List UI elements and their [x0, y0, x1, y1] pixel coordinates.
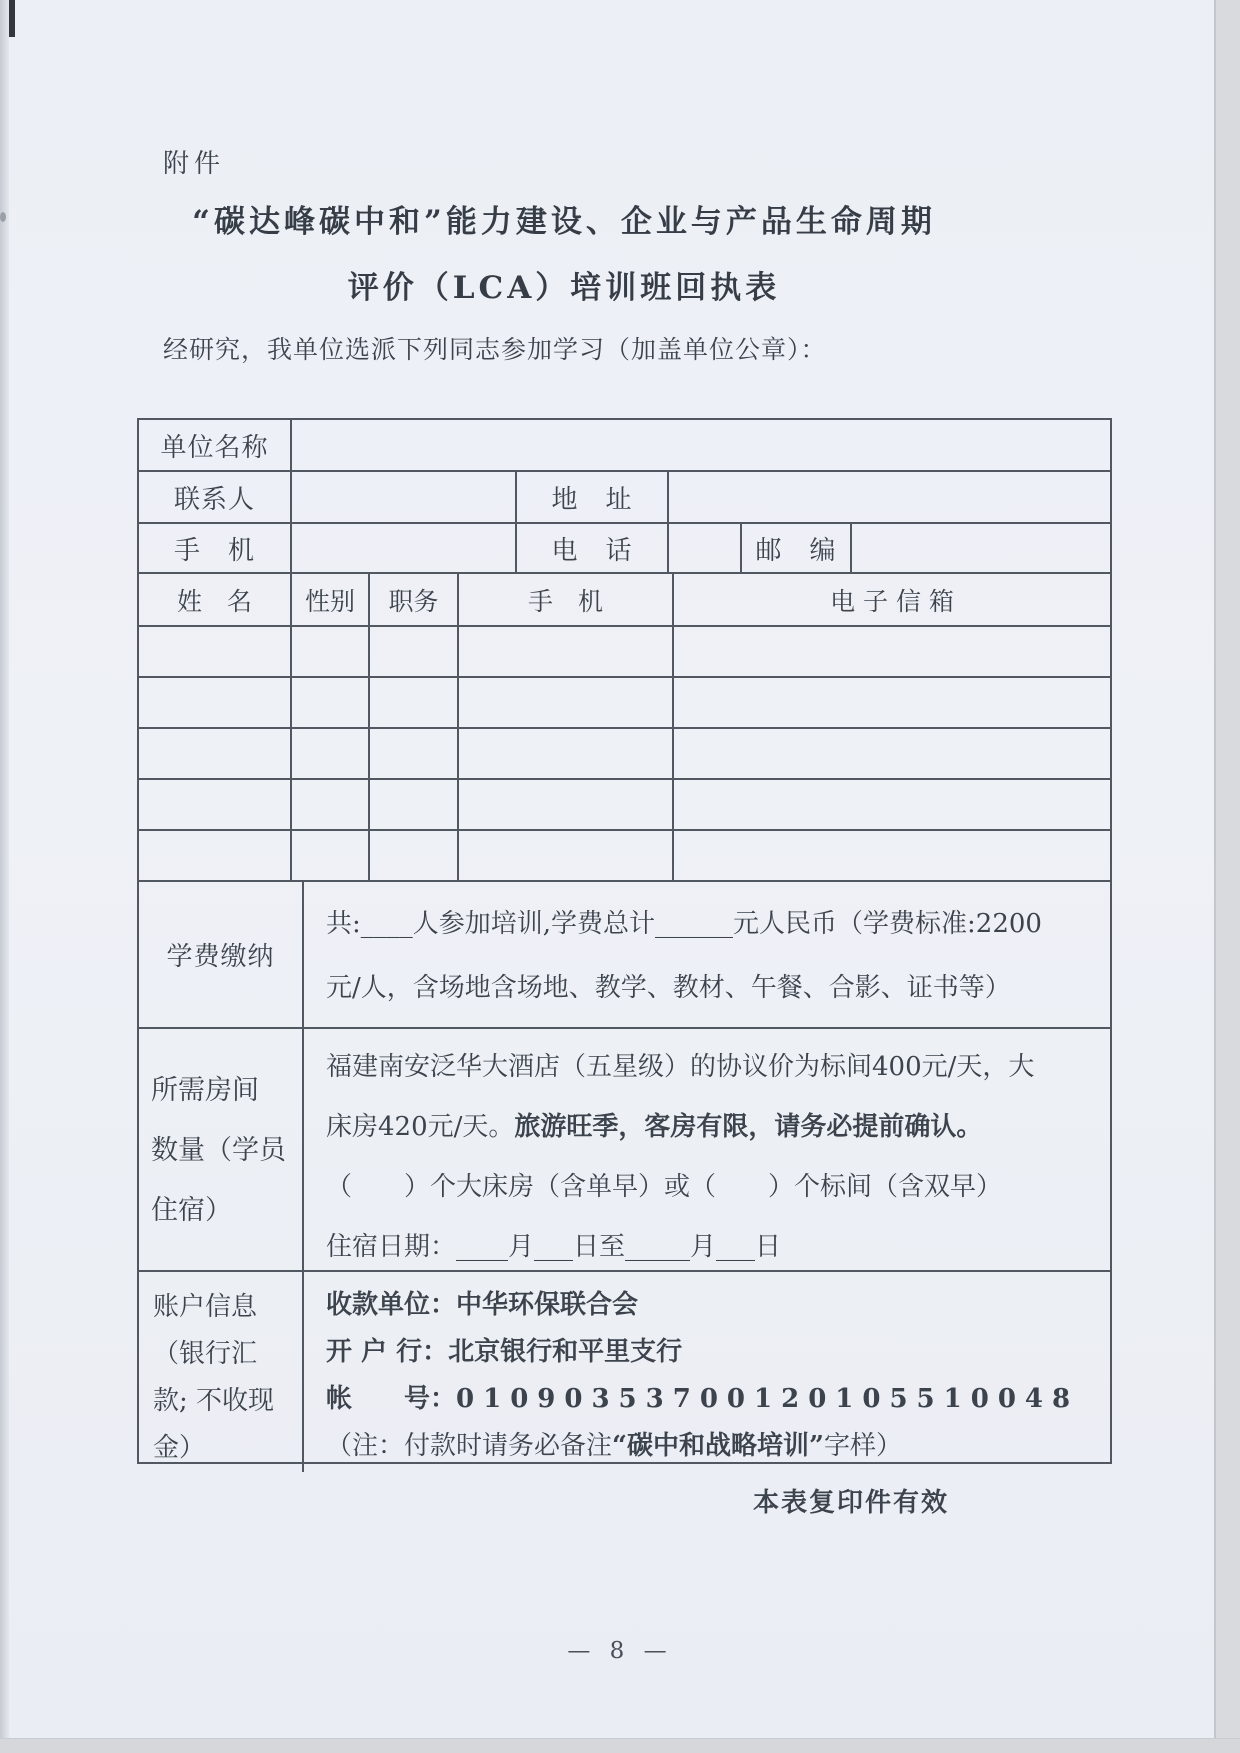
attachment-label: 附件 — [163, 149, 226, 179]
account-number-line — [326, 1376, 1092, 1423]
postcode-value-cell — [852, 524, 1110, 572]
account-bank: 开 户 行：北京银行和平里支行 — [326, 1337, 683, 1367]
org-name-value-cell — [292, 420, 1110, 470]
empty-position-cell — [370, 678, 459, 727]
empty-email-cell — [674, 678, 1110, 727]
account-note-suffix: 字样） — [823, 1431, 902, 1461]
empty-name-cell — [139, 678, 292, 727]
empty-position-cell — [370, 780, 459, 829]
rooms-line2-normal: 床房420元/天。 — [326, 1112, 515, 1142]
empty-name-cell — [139, 780, 292, 829]
page-number: — 8 — — [567, 1638, 673, 1664]
empty-email-cell — [674, 780, 1110, 829]
account-label-line: 账户信息 — [153, 1292, 258, 1322]
address-value-cell — [669, 472, 1110, 522]
rooms-line3: （ ）个大床房（含单早）或（ ）个标间（含双早） — [326, 1172, 1003, 1202]
contact-value-cell — [292, 472, 517, 522]
empty-gender-cell — [292, 780, 370, 829]
empty-name-cell — [139, 627, 292, 676]
participants-header-row — [139, 574, 1110, 627]
empty-name-cell — [139, 831, 292, 880]
participant-empty-row — [139, 627, 1110, 678]
org-name-label: 单位名称 — [139, 420, 292, 470]
account-label-line: 款; 不收现 — [153, 1386, 275, 1416]
header-position: 职务 — [370, 574, 459, 625]
row-mobile-phone-postcode — [139, 524, 1110, 574]
account-note — [326, 1423, 1092, 1470]
participant-empty-row — [139, 780, 1110, 831]
account-number: 01090353700120105510048 — [456, 1384, 1080, 1414]
rooms-label-line: 所需房间 — [151, 1075, 259, 1106]
row-tuition — [139, 882, 1110, 1029]
empty-mobile-cell — [459, 678, 674, 727]
account-label-line: 金） — [153, 1433, 206, 1463]
scan-right-edge — [1214, 0, 1240, 1753]
account-note-bold: “碳中和战略培训” — [612, 1431, 824, 1461]
empty-mobile-cell — [459, 729, 674, 778]
postcode-label: 邮 编 — [742, 524, 852, 572]
address-label: 地 址 — [517, 472, 669, 522]
empty-email-cell — [674, 627, 1110, 676]
empty-gender-cell — [292, 831, 370, 880]
phone-value-cell — [669, 524, 742, 572]
mobile-value-cell — [292, 524, 517, 572]
empty-position-cell — [370, 831, 459, 880]
mobile-label: 手 机 — [139, 524, 292, 572]
rooms-line2-bold: 旅游旺季，客房有限，请务必提前确认。 — [514, 1112, 983, 1142]
participant-empty-row — [139, 831, 1110, 882]
intro-text: 经研究，我单位选派下列同志参加学习（加盖单位公章）： — [163, 335, 827, 364]
phone-label: 电 话 — [517, 524, 669, 572]
empty-email-cell — [674, 831, 1110, 880]
row-contact — [139, 472, 1110, 524]
copy-valid-note: 本表复印件有效 — [753, 1488, 950, 1518]
header-gender: 性别 — [292, 574, 370, 625]
header-email: 电 子 信 箱 — [830, 586, 954, 616]
tuition-content — [304, 882, 1110, 1027]
empty-mobile-cell — [459, 831, 674, 880]
row-rooms — [139, 1029, 1110, 1272]
empty-gender-cell — [292, 729, 370, 778]
contact-label: 联系人 — [139, 472, 292, 522]
rooms-line4: 住宿日期：____月___日至_____月___日 — [326, 1232, 782, 1262]
rooms-label — [139, 1029, 304, 1270]
rooms-label-line: 住宿） — [151, 1195, 232, 1226]
document-title-line1: “碳达峰碳中和”能力建设、企业与产品生命周期 — [192, 204, 936, 240]
rooms-content — [304, 1029, 1110, 1270]
account-payee: 收款单位：中华环保联合会 — [326, 1290, 639, 1320]
tuition-label: 学费缴纳 — [139, 882, 304, 1027]
empty-mobile-cell — [459, 780, 674, 829]
participant-empty-row — [139, 729, 1110, 780]
tuition-line2: 元/人，含场地含场地、教学、教材、午餐、合影、证书等） — [326, 973, 1011, 1003]
registration-table — [137, 418, 1112, 1464]
rooms-label-line: 数量（学员 — [151, 1135, 286, 1166]
empty-gender-cell — [292, 627, 370, 676]
participant-empty-row — [139, 678, 1110, 729]
empty-position-cell — [370, 729, 459, 778]
empty-name-cell — [139, 729, 292, 778]
account-label-line: （银行汇 — [153, 1339, 258, 1369]
header-name: 姓 名 — [139, 574, 292, 625]
empty-position-cell — [370, 627, 459, 676]
rooms-line1: 福建南安泛华大酒店（五星级）的协议价为标间400元/天，大 — [326, 1052, 1035, 1082]
empty-gender-cell — [292, 678, 370, 727]
account-content — [304, 1272, 1110, 1472]
document-title-line2: 评价（LCA）培训班回执表 — [347, 270, 781, 306]
empty-email-cell — [674, 729, 1110, 778]
row-org-name — [139, 420, 1110, 472]
tuition-line1: 共:____人参加培训,学费总计______元人民币（学费标准:2200 — [326, 909, 1042, 939]
account-label — [139, 1272, 304, 1472]
empty-mobile-cell — [459, 627, 674, 676]
scan-bottom-edge — [0, 1738, 1240, 1753]
row-account — [139, 1272, 1110, 1472]
account-note-prefix: （注：付款时请务必备注 — [326, 1431, 613, 1461]
header-mobile: 手 机 — [459, 574, 674, 625]
account-number-label: 帐 号： — [326, 1384, 457, 1414]
rooms-line2 — [326, 1097, 1092, 1157]
